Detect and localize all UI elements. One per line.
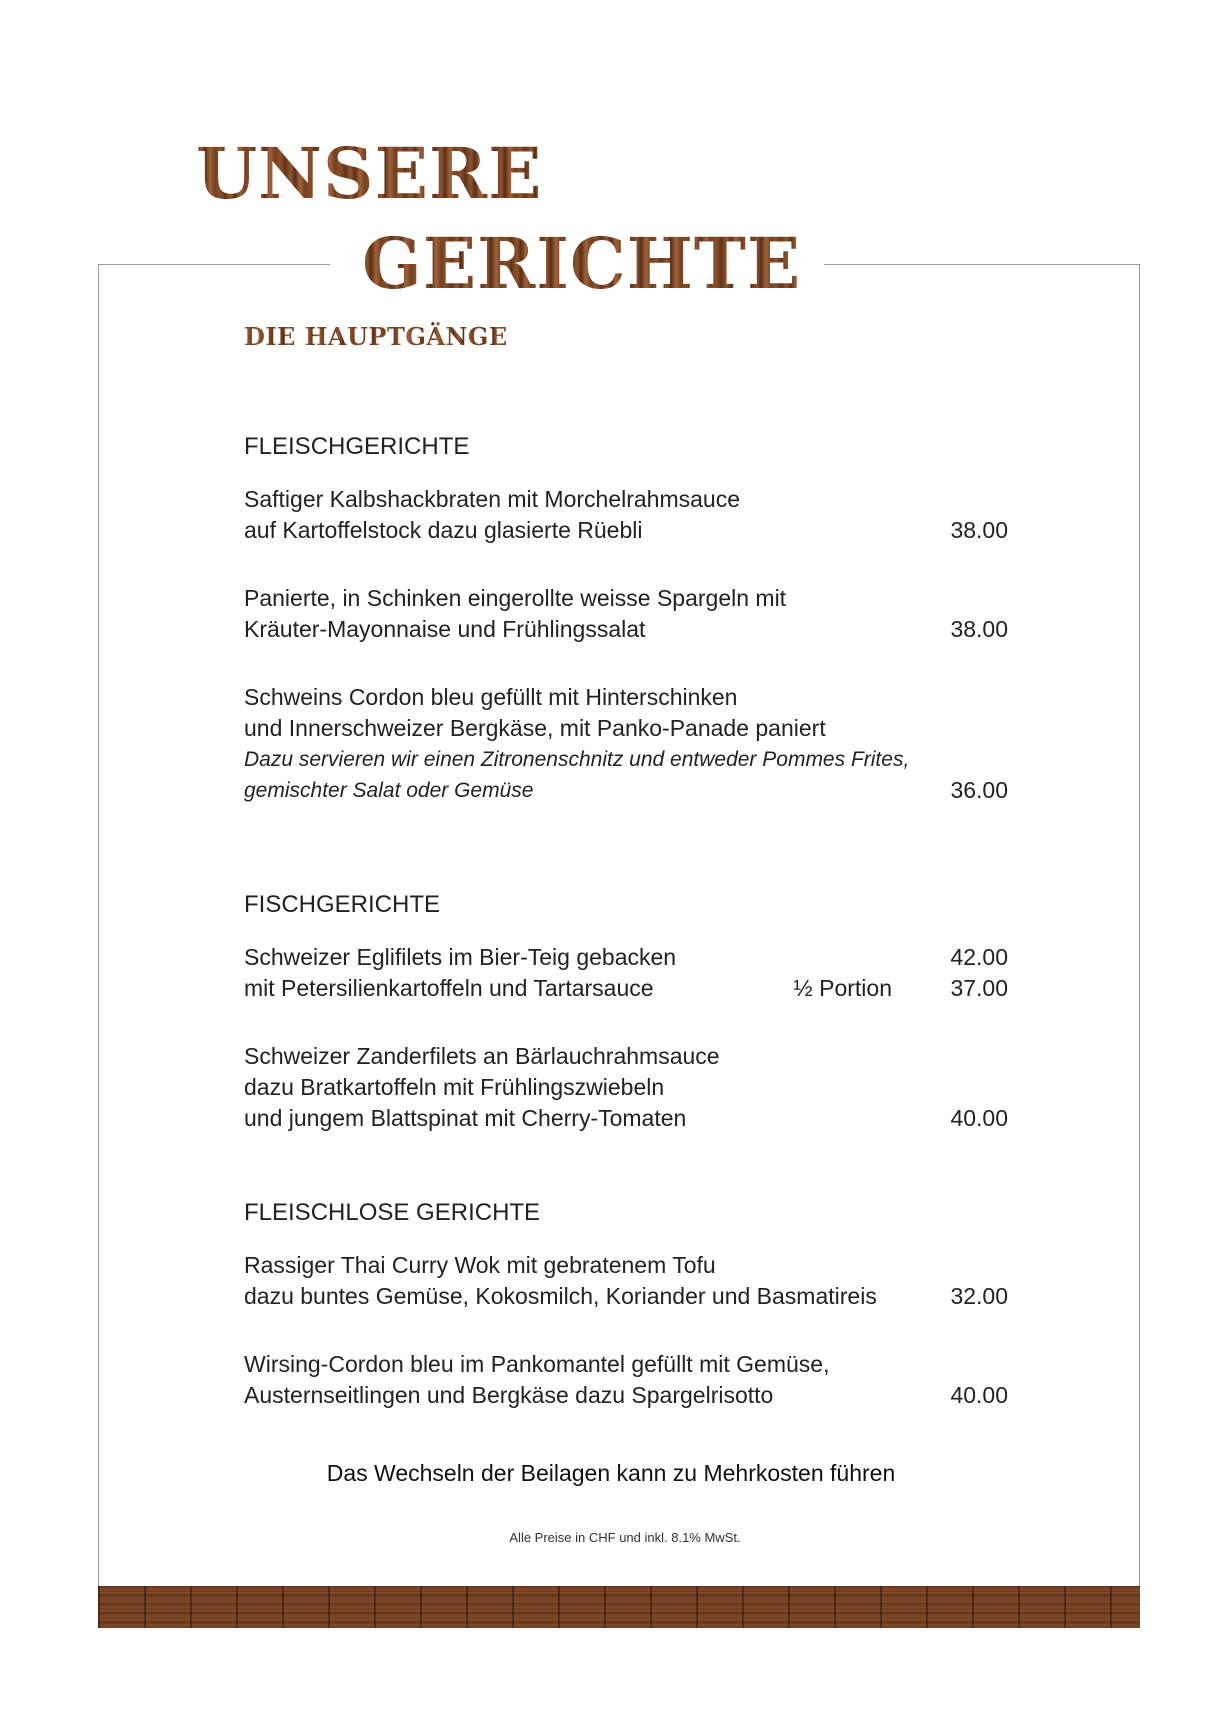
item-line: Kräuter-Mayonnaise und Frühlingssalat: [244, 616, 646, 642]
item-line: Saftiger Kalbshackbraten mit Morchelrahmsauce: [244, 486, 741, 512]
item-line: Rassiger Thai Curry Wok mit gebratenem Tofu: [244, 1252, 716, 1278]
item-line: Wirsing-Cordon bleu im Pankomantel gefüllt mit Gemüse,: [244, 1351, 830, 1377]
item-line: Schweins Cordon bleu gefüllt mit Hinterschinken: [244, 684, 738, 710]
section-heading-fisch: FISCHGERICHTE: [244, 891, 441, 918]
item-price: 40.00: [950, 1382, 1008, 1408]
item-line: Schweizer Eglifilets im Bier-Teig gebacken: [244, 944, 677, 970]
item-line: dazu Bratkartoffeln mit Frühlingszwiebeln: [244, 1074, 665, 1100]
item-price: 36.00: [950, 777, 1008, 803]
item-line: und jungem Blattspinat mit Cherry-Tomaten: [244, 1105, 687, 1131]
item-line: Schweizer Zanderfilets an Bärlauchrahmsauce: [244, 1043, 720, 1069]
wood-strip-decoration: [98, 1586, 1140, 1628]
menu-item: [244, 484, 1008, 546]
subtitle: DIE HAUPTGÄNGE: [244, 322, 508, 351]
item-line: und Innerschweizer Bergkäse, mit Panko-Panade paniert: [244, 715, 826, 741]
item-line: auf Kartoffelstock dazu glasierte Rüebli: [244, 517, 643, 543]
item-line: Austernseitlingen und Bergkäse dazu Spargelrisotto: [244, 1382, 774, 1408]
section-heading-fleisch: FLEISCHGERICHTE: [244, 433, 470, 460]
section-heading-fleischlos: FLEISCHLOSE GERICHTE: [244, 1199, 541, 1226]
item-price: 38.00: [950, 517, 1008, 543]
title-line-2: GERICHTE: [362, 222, 802, 305]
item-price: 40.00: [950, 1105, 1008, 1131]
price-footnote: Alle Preise in CHF und inkl. 8.1% MwSt.: [509, 1530, 741, 1545]
item-price: 42.00: [950, 944, 1008, 970]
item-line: Panierte, in Schinken eingerollte weisse Spargeln mit: [244, 585, 787, 611]
item-line-italic: Dazu servieren wir einen Zitronenschnitz und entweder Pommes Frites,: [244, 748, 910, 771]
menu-item: [244, 1349, 1008, 1411]
side-dish-note: Das Wechseln der Beilagen kann zu Mehrkosten führen: [326, 1460, 896, 1486]
item-price: 32.00: [950, 1283, 1008, 1309]
item-price: 38.00: [950, 616, 1008, 642]
menu-item: [244, 1250, 1008, 1312]
half-portion-price: 37.00: [950, 975, 1008, 1001]
menu-item: [244, 583, 1008, 645]
item-line: dazu buntes Gemüse, Kokosmilch, Koriander und Basmatireis: [244, 1283, 877, 1309]
menu-item: [244, 942, 1008, 1004]
menu-item: [244, 682, 1008, 806]
half-portion-label: ½ Portion: [793, 975, 892, 1001]
item-line-italic: gemischter Salat oder Gemüse: [244, 779, 534, 802]
menu-content: [244, 432, 1008, 1411]
menu-item: [244, 1041, 1008, 1134]
title-line-1: UNSERE: [196, 132, 543, 215]
item-line: mit Petersilienkartoffeln und Tartarsauce: [244, 975, 654, 1001]
